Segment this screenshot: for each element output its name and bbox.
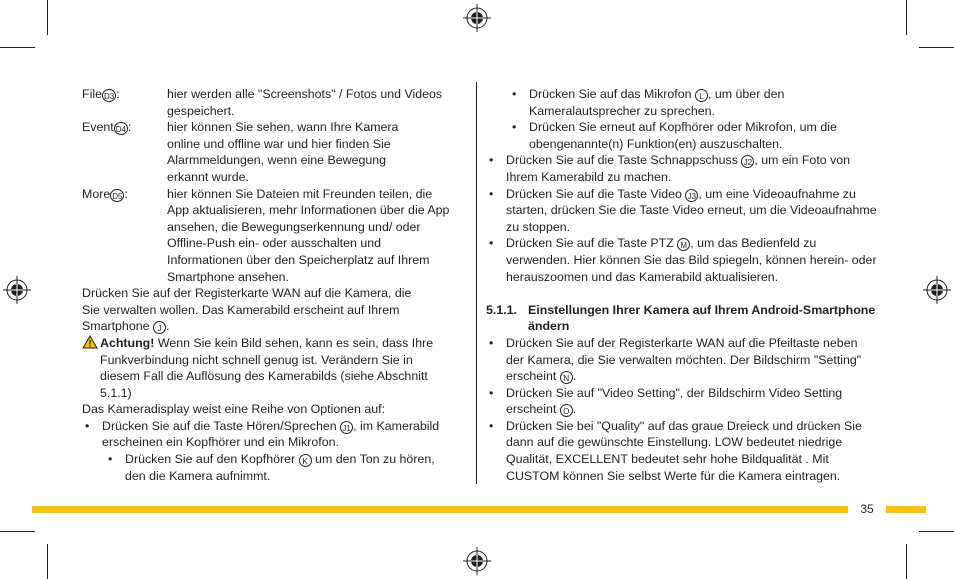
warning-text: Achtung! Wenn Sie kein Bild sehen, kann es sein, dass Ihre Funkverbindung nicht schnell genug ist. Verändern Sie in diesem Fall die Auflösung des Kamerabilds (siehe Abschnitt 5.1.1) [100,335,434,400]
warning-note [82,335,456,401]
callout-marker: O [560,404,573,417]
registration-mark-top [463,4,491,32]
warning-icon [82,335,100,401]
crop-mark [919,531,954,532]
definition-desc: hier werden alle "Screenshots" / Fotos und Videos gespeichert. [167,87,443,118]
list-item: • Drücken Sie auf das Mikrofon L , um über den Kameralautsprecher zu sprechen. [512,87,785,118]
definition-event [82,119,456,185]
bullet-dot: • [489,186,494,201]
bullet-dot: • [512,87,517,101]
definition-term: More D5 : [82,186,128,201]
list-item: • Drücken Sie auf der Registerkarte WAN auf die Pfeiltaste neben der Kamera, die Sie verwalten möchten. Der Bildschirm "Setting" erscheint N . [489,335,862,384]
definition-desc: hier können Sie Dateien mit Freunden teilen, die App aktualisieren, mehr Informationen über die App ansehen, die Bewegungserkennung und/ oder Offline-Push ein- oder ausschalten und Informationen über den Speicherplatz auf Ihrem Smartphone ansehen. [167,186,450,284]
callout-marker: L [695,89,708,102]
right-column [486,86,878,484]
callout-marker: D5 [110,189,124,202]
callout-marker: J [153,321,166,334]
registration-mark-left [3,276,31,304]
callout-marker: J2 [741,155,754,168]
callout-marker: M [677,238,690,251]
callout-marker: N [560,371,573,384]
crop-mark [919,47,954,48]
crop-mark [47,544,48,579]
intro-paragraph: Drücken Sie auf der Registerkarte WAN auf die Kamera, die Sie verwalten wollen. Das Kamerabild erscheint auf Ihrem Smartphone J . [82,286,412,334]
crop-mark [0,531,35,532]
definition-more [82,186,456,286]
crop-mark [906,544,907,579]
definition-file [82,86,456,119]
list-item: • Drücken Sie auf "Video Setting", der Bildschirm Video Setting erscheint O . [489,385,843,417]
bullet-dot: • [489,236,494,251]
bullet-dot: • [489,153,494,168]
list-item: • Drücken Sie auf die Taste Schnappschuss J2 , um ein Foto von Ihrem Kamerabild zu machen. [489,153,851,184]
bullet-dot: • [489,335,494,350]
callout-marker: K [299,454,312,467]
page-number: 35 [860,502,874,516]
definition-term: Event D4 : [82,120,132,135]
section-title: Einstellungen Ihrer Kamera auf Ihrem Android-Smartphone ändern [528,302,876,334]
list-item: • Drücken Sie auf die Taste Video J3 , um eine Videoaufnahme zu starten, drücken Sie die Taste Video erneut, um die Videoaufnahme zu stoppen. [489,186,877,234]
bullet-dot: • [489,385,494,400]
callout-marker: J3 [685,189,698,202]
list-item: • Drücken Sie auf die Taste PTZ M , um das Bedienfeld zu verwenden. Hier können Sie das Bild spiegeln, können herein- oder herauszoomen und das Kamerabild aktualisieren. [489,236,877,284]
section-heading [486,302,878,335]
callout-marker: D4 [114,122,128,135]
bullet-dot: • [108,452,113,467]
list-item: • Drücken Sie erneut auf Kopfhörer oder Mikrofon, um die obengenannte(n) Funktion(en) auszuschalten. [512,120,837,151]
definition-desc: hier können Sie sehen, wann Ihre Kamera online und offline war und hier finden Sie Alarmmeldungen, wenn eine Bewegung erkannt wurde. [167,120,399,184]
section-number: 5.1.1. [486,302,518,317]
spacer [486,285,878,302]
bullet-dot: • [489,418,494,433]
crop-mark [906,0,907,35]
column-divider [476,82,477,484]
list-item: • Drücken Sie bei "Quality" auf das graue Dreieck und drücken Sie dann auf die gewünschte Einstellung. LOW bedeutet niedrige Qualität, EXCELLENT bedeutet sehr hohe Bildqualität . Mit CUSTOM können Sie selbst Werte für die Kamera eintragen. [489,418,862,483]
footer-accent-bar-left [32,506,848,513]
registration-mark-bottom [463,547,491,575]
definition-term: File D3 : [82,87,120,101]
crop-mark [0,47,35,48]
footer-accent-bar-right [886,506,926,513]
callout-marker: J1 [340,421,353,434]
bullet-dot: • [85,418,90,433]
bullet-dot: • [512,120,517,135]
callout-marker: D3 [102,89,116,102]
crop-mark [47,0,48,35]
left-column [82,86,456,484]
list-item: • Drücken Sie auf den Kopfhörer K um den Ton zu hören, den die Kamera aufnimmt. [108,452,435,483]
options-intro: Das Kameradisplay weist eine Reihe von Optionen auf: [82,402,386,417]
list-item: • Drücken Sie auf die Taste Hören/Sprechen J1 , im Kamerabild erscheinen ein Kopfhörer und ein Mikrofon. [85,418,440,450]
registration-mark-right [923,276,951,304]
